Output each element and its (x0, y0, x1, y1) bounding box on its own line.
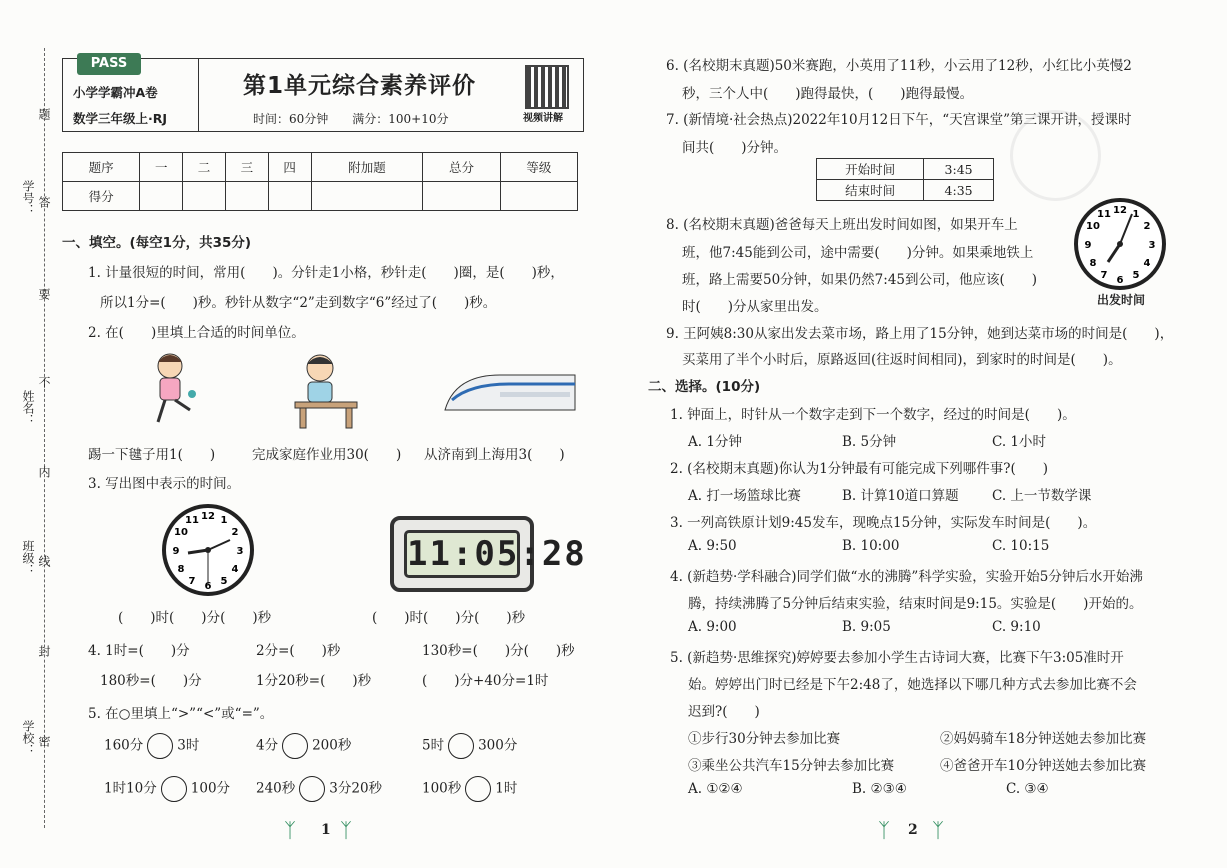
q2-caption-1: 踢一下毽子用1( ) (88, 447, 216, 463)
question-6-line1: 6. (名校期末真题)50米赛跑，小英用了11秒，小云用了12秒，小红比小英慢2 (666, 58, 1132, 74)
svg-text:12: 12 (201, 511, 215, 522)
score-cell[interactable] (268, 182, 311, 211)
exam-header (62, 58, 584, 132)
sprout-icon: ᛉ (340, 818, 352, 842)
seal-char: 内 (37, 466, 51, 478)
question-5: 5. 在○里填上“>”“<”或“=”。 (88, 706, 274, 722)
svg-text:9: 9 (172, 546, 180, 557)
compare-circle-input[interactable] (465, 776, 491, 802)
page-number-left: 1 (321, 822, 331, 838)
seal-char: 答 (37, 196, 51, 208)
clock-caption: 出发时间 (1097, 293, 1146, 307)
svg-text:2: 2 (231, 527, 239, 538)
choice-3-option-c[interactable]: C. 10:15 (992, 538, 1050, 554)
choice-2-option-c[interactable]: C. 上一节数学课 (992, 488, 1092, 504)
choice-5-item: ①步行30分钟去参加比赛 (688, 731, 841, 747)
choice-5-line3: 迟到?( ) (688, 704, 760, 720)
girl-kicking-shuttlecock-image (140, 350, 200, 430)
svg-text:7: 7 (1100, 270, 1108, 281)
qr-label: 视频讲解 (523, 113, 563, 124)
question-7-line2: 间共( )分钟。 (682, 140, 788, 156)
question-8-line2: 班，他7:45能到公司，途中需要( )分钟。如果乘地铁上 (682, 245, 1034, 261)
svg-text:3: 3 (236, 546, 244, 557)
digital-clock-time: 11:05:28 (404, 530, 520, 578)
choice-4-option-a[interactable]: A. 9:00 (688, 619, 737, 635)
page-title: 第1单元综合素养评价 (243, 73, 477, 99)
choice-2: 2. (名校期末真题)你认为1分钟最有可能完成下列哪件事?( ) (670, 461, 1049, 477)
choice-1-option-a[interactable]: A. 1分钟 (688, 434, 742, 450)
choice-2-option-a[interactable]: A. 打一场篮球比赛 (688, 488, 801, 504)
seal-char: 封 (37, 645, 51, 657)
score-header: 二 (183, 153, 226, 182)
q4-row2-item3: ( )分+40分=1时 (422, 673, 549, 689)
table-cell: 4:35 (924, 180, 994, 201)
score-header: 一 (140, 153, 183, 182)
compare-circle-input[interactable] (282, 733, 308, 759)
score-cell[interactable] (311, 182, 423, 211)
question-1-line1: 1. 计量很短的时间，常用( )。分针走1小格，秒针走( )圈，是( )秒， (88, 265, 564, 281)
choice-5-line2: 始。婷婷出门时已经是下午2:48了，她选择以下哪几种方式去参加比赛不会 (688, 677, 1137, 693)
svg-text:4: 4 (231, 564, 239, 575)
pass-logo: PASS (77, 53, 141, 75)
choice-4-option-b[interactable]: B. 9:05 (842, 619, 891, 635)
sprout-icon: ᛉ (284, 818, 296, 842)
svg-text:7: 7 (188, 576, 196, 587)
compare-item: 4分 200秒 (256, 733, 351, 759)
choice-1-option-c[interactable]: C. 1小时 (992, 434, 1047, 450)
svg-text:2: 2 (1143, 221, 1151, 232)
grade-label: 数学三年级上·RJ (73, 111, 168, 126)
question-8-line4: 时( )分从家里出发。 (682, 299, 828, 315)
q4-row1-item2: 2分=( )秒 (256, 643, 341, 659)
score-header: 等级 (500, 153, 577, 182)
choice-2-option-b[interactable]: B. 计算10道口算题 (842, 488, 959, 504)
q3-answer-analog: ( )时( )分( )秒 (118, 610, 272, 626)
compare-circle-input[interactable] (161, 776, 187, 802)
score-header: 题序 (63, 153, 140, 182)
question-8-line1: 8. (名校期末真题)爸爸每天上班出发时间如图，如果开车上 (666, 217, 1018, 233)
series-name: 小学学霸冲A卷 (73, 85, 158, 100)
choice-5-option-c[interactable]: C. ③④ (1006, 781, 1049, 797)
svg-text:9: 9 (1084, 240, 1092, 251)
svg-text:5: 5 (220, 576, 228, 587)
digital-clock (390, 516, 587, 592)
svg-text:11: 11 (185, 515, 199, 526)
compare-item: 5时 300分 (422, 733, 517, 759)
table-cell: 结束时间 (817, 180, 924, 201)
question-9-line1: 9. 王阿姨8:30从家出发去菜市场，路上用了15分钟，她到达菜市场的时间是( )， (666, 326, 1174, 342)
compare-circle-input[interactable] (147, 733, 173, 759)
q2-caption-2: 完成家庭作业用30( ) (252, 447, 402, 463)
q3-answer-digital: ( )时( )分( )秒 (372, 610, 526, 626)
field-student-id: 学号： (21, 180, 35, 216)
departure-clock-image (1072, 196, 1168, 292)
compare-item: 100秒 1时 (422, 776, 517, 802)
svg-text:6: 6 (204, 581, 212, 592)
choice-3-option-a[interactable]: A. 9:50 (688, 538, 737, 554)
binding-dashed-line (44, 48, 45, 828)
score-header: 三 (225, 153, 268, 182)
seal-char: 题 (37, 108, 51, 120)
choice-4-option-c[interactable]: C. 9:10 (992, 619, 1041, 635)
table-cell: 开始时间 (817, 159, 924, 180)
exam-meta: 时间：60分钟 满分：100+10分 (253, 112, 449, 126)
svg-text:5: 5 (1132, 270, 1140, 281)
q2-caption-3: 从济南到上海用3( ) (424, 447, 565, 463)
seal-char: 密 (37, 735, 51, 747)
choice-5-item: ③乘坐公共汽车15分钟去参加比赛 (688, 758, 895, 774)
question-3: 3. 写出图中表示的时间。 (88, 476, 241, 492)
question-6-line2: 秒，三个人中( )跑得最快，( )跑得最慢。 (682, 86, 974, 102)
score-cell[interactable] (225, 182, 268, 211)
compare-item: 1时10分 100分 (104, 776, 230, 802)
score-table (62, 152, 578, 211)
q7-time-table (816, 158, 994, 201)
choice-5-option-b[interactable]: B. ②③④ (852, 781, 907, 797)
qr-code-icon[interactable] (525, 65, 569, 109)
svg-text:8: 8 (177, 564, 185, 575)
question-7-line1: 7. (新情境·社会热点)2022年10月12日下午，“天宫课堂”第三课开讲，授课时 (666, 112, 1132, 128)
q4-row2-item2: 1分20秒=( )秒 (256, 673, 372, 689)
svg-text:6: 6 (1116, 275, 1124, 286)
field-class: 班级： (21, 540, 35, 576)
svg-text:10: 10 (174, 527, 188, 538)
question-1-line2: 所以1分=( )秒。秒针从数字“2”走到数字“6”经过了( )秒。 (100, 295, 497, 311)
choice-4-line2: 腾，持续沸腾了5分钟后结束实验，结束时间是9:15。实验是( )开始的。 (688, 596, 1143, 612)
svg-text:12: 12 (1113, 205, 1127, 216)
score-cell[interactable] (183, 182, 226, 211)
choice-1: 1. 钟面上，时针从一个数字走到下一个数字，经过的时间是( )。 (670, 407, 1076, 423)
choice-1-option-b[interactable]: B. 5分钟 (842, 434, 897, 450)
seal-char: 线 (37, 555, 51, 567)
choice-5-item: ④爸爸开车10分钟送她去参加比赛 (940, 758, 1147, 774)
svg-text:10: 10 (1086, 221, 1100, 232)
choice-5-option-a[interactable]: A. ①②④ (688, 781, 743, 797)
compare-item: 240秒 3分20秒 (256, 776, 382, 802)
sprout-icon: ᛉ (932, 818, 944, 842)
question-8-line3: 班，路上需要50分钟，如果仍然7:45到公司，他应该( ) (682, 272, 1038, 288)
sprout-icon: ᛉ (878, 818, 890, 842)
q4-row1-item1: 4. 1时=( )分 (88, 643, 190, 659)
q4-row1-item3: 130秒=( )分( )秒 (422, 643, 575, 659)
score-cell[interactable] (423, 182, 500, 211)
compare-circle-input[interactable] (299, 776, 325, 802)
svg-text:4: 4 (1143, 258, 1151, 269)
header-divider (198, 59, 199, 131)
seal-char: 不 (37, 376, 51, 388)
question-9-line2: 买菜用了半个小时后，原路返回(往返时间相同)，到家时的时间是( )。 (682, 352, 1122, 368)
svg-text:1: 1 (1132, 209, 1140, 220)
compare-circle-input[interactable] (448, 733, 474, 759)
svg-text:11: 11 (1097, 209, 1111, 220)
analog-clock-image (160, 502, 256, 598)
choice-4-line1: 4. (新趋势·学科融合)同学们做“水的沸腾”科学实验，实验开始5分钟后水开始沸 (670, 569, 1143, 585)
question-2: 2. 在( )里填上合适的时间单位。 (88, 325, 305, 341)
choice-5-line1: 5. (新趋势·思维探究)婷婷要去参加小学生古诗词大赛，比赛下午3:05准时开 (670, 650, 1124, 666)
score-header: 总分 (423, 153, 500, 182)
score-row-label: 得分 (63, 182, 140, 211)
svg-text:8: 8 (1089, 258, 1097, 269)
choice-5-item: ②妈妈骑车18分钟送她去参加比赛 (940, 731, 1147, 747)
section-fill-in: 一、填空。(每空1分，共35分) (62, 235, 252, 251)
field-school: 学校： (21, 720, 35, 756)
high-speed-train-image (440, 370, 580, 420)
field-name: 姓名： (21, 390, 35, 426)
seal-char: 要 (37, 288, 51, 300)
boy-doing-homework-image (290, 350, 360, 430)
q4-row2-item1: 180秒=( )分 (100, 673, 202, 689)
score-cell[interactable] (140, 182, 183, 211)
choice-3: 3. 一列高铁原计划9:45发车，现晚点15分钟，实际发车时间是( )。 (670, 515, 1097, 531)
svg-text:3: 3 (1148, 240, 1156, 251)
page-number-right: 2 (908, 822, 918, 838)
choice-3-option-b[interactable]: B. 10:00 (842, 538, 900, 554)
score-header: 四 (268, 153, 311, 182)
table-cell: 3:45 (924, 159, 994, 180)
section-choice: 二、选择。(10分) (648, 379, 761, 395)
score-cell[interactable] (500, 182, 577, 211)
svg-text:1: 1 (220, 515, 228, 526)
score-header: 附加题 (311, 153, 423, 182)
compare-item: 160分 3时 (104, 733, 199, 759)
